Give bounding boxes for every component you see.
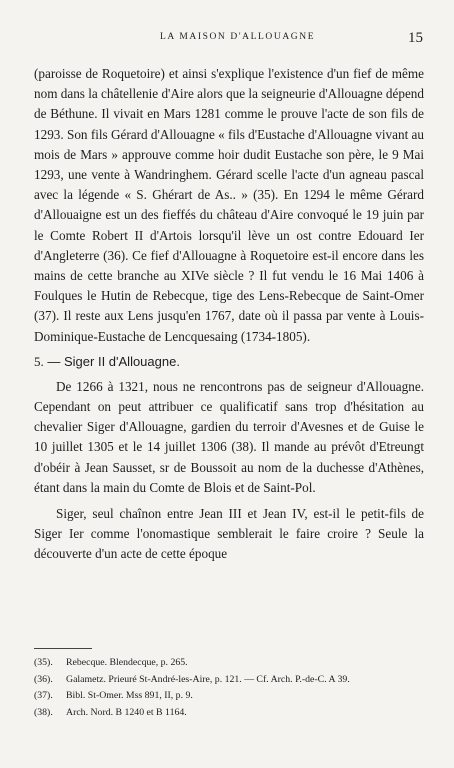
footnote-text: Galametz. Prieuré St-André-les-Aire, p. 121. — Cf. Arch. P.-de-C. A 39.: [66, 673, 350, 685]
section-title: Siger II d'Allouagne.: [64, 353, 180, 369]
body-text: [34, 64, 424, 565]
footnote: [34, 655, 424, 672]
footnote-rule: [34, 648, 92, 649]
paragraph-chainon: Siger, seul chaînon entre Jean III et Jean IV, est-il le petit-fils de Siger Ier comme l'onomastique semblerait le faire croire ? Seule la découverte d'un acte de cette époque: [34, 506, 424, 562]
paragraph-continued: (paroisse de Roquetoire) et ainsi s'explique l'existence d'un fief de même nom dans la châtellenie d'Aire alors que la seigneurie d'Allouagne dépend de Béthune. Il vivait en Mars 1281 comme le prouve l'acte de son fils de 1293. Son fils Gérard d'Allouagne « fils d'Eustache d'Allouagne vivant au mois de Mars » approuve comme hoir dudit Eustache son père, le 9 Mai 1293, une vente à Wandringhem. Gérard scelle l'acte d'un agneau pascal avec la légende « S. Ghérart de As.. » (35). En 1294 le même Gérard d'Allouaigne est un des fieffés du château d'Aire convoqué le 19 juin par le Comte Robert II d'Artois lorsqu'il lève un ost contre Edouard Ier d'Angleterre (36). Ce fief d'Allouagne à Roquetoire est-il encore dans les mains de cette branche au XIVe siècle ? Il fut vendu le 16 Mai 1406 à Foulques le Hutin de Rebecque, tige des Lens-Rebecque de Saint-Omer (37). Il reste aux Lens jusqu'en 1767, date où il passa par vente à Louis-Dominique-Eustache de Lencquesaing (1734-1805).: [34, 66, 424, 344]
footnote-number: (35).: [34, 657, 53, 668]
footnote-text: Rebecque. Blendecque, p. 265.: [66, 657, 188, 668]
footnote-text: Arch. Nord. B 1240 et B 1164.: [66, 706, 187, 718]
section-number: 5.: [34, 353, 44, 369]
footnote: [34, 705, 424, 722]
footnotes: [34, 655, 424, 721]
footnote-number: (38).: [34, 706, 53, 718]
footnote-text: Bibl. St-Omer. Mss 891, II, p. 9.: [66, 690, 193, 701]
running-title: LA MAISON D'ALLOUAGNE: [160, 32, 316, 42]
paragraph-siger: De 1266 à 1321, nous ne rencontrons pas de seigneur d'Allouagne. Cependant on peut attribuer ce qualificatif sans trop d'hésitation au chevalier Siger d'Allouagne, gardien du terroir d'Avesnes et de Guise le 10 juillet 1305 et le 14 juillet 1306 (38). Il mande au prévôt d'Etreungt d'obéir à Jean Sausset, sr de Boussoit au nom de la duchesse d'Athènes, étant dans la main du Comte de Blois et de Saint-Pol.: [34, 378, 424, 495]
footnote: [34, 688, 424, 705]
page-number: 15: [408, 30, 423, 46]
footnote-number: (36).: [34, 673, 53, 685]
section-heading: [34, 351, 424, 373]
footnote: [34, 672, 424, 689]
footnote-number: (37).: [34, 690, 53, 701]
running-head: [0, 30, 454, 50]
section-dash: —: [47, 353, 64, 369]
